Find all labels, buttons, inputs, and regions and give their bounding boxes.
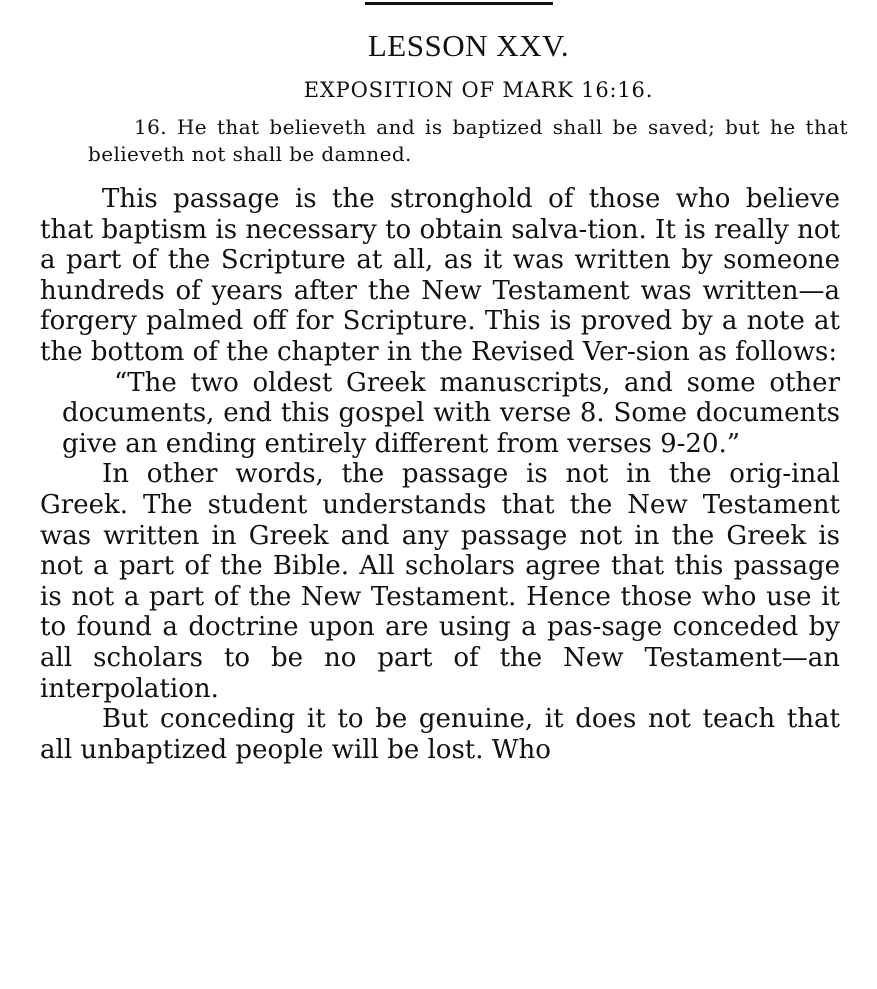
top-rule-divider <box>365 2 553 5</box>
paragraph-1: This passage is the stronghold of those who believe that baptism is necessary to obtain salva-tion. It is really not a part of the Scripture at all, as it was written by someone hundreds of years after the New Testament was written—a forgery palmed off for Scripture. This is proved by a note at the bottom of the chapter in the Revised Ver-sion as follows: <box>40 184 840 367</box>
lesson-title: LESSON XXV. <box>367 28 570 63</box>
body-text <box>40 184 840 765</box>
paragraph-3: But conceding it to be genuine, it does not teach that all unbaptized people will be lost. Who <box>40 704 840 765</box>
verse-text: 16. He that believeth and is baptized shall be saved; but he that believeth not shall be damned. <box>88 115 848 166</box>
paragraph-2: In other words, the passage is not in the orig-inal Greek. The student understands that the New Testament was written in Greek and any passage not in the Greek is not a part of the Bible. All scholars agree that this passage is not a part of the New Testament. Hence those who use it to found a doctrine upon are using a pas-sage conceded by all scholars to be no part of the New Testament—an interpolation. <box>40 459 840 704</box>
block-quote: “The two oldest Greek manuscripts, and some other documents, end this gospel with verse 8. Some documents give an ending entirely different from verses 9-20.” <box>62 367 840 459</box>
exposition-title: EXPOSITION OF MARK 16:16. <box>303 78 654 102</box>
scripture-verse <box>88 114 848 168</box>
